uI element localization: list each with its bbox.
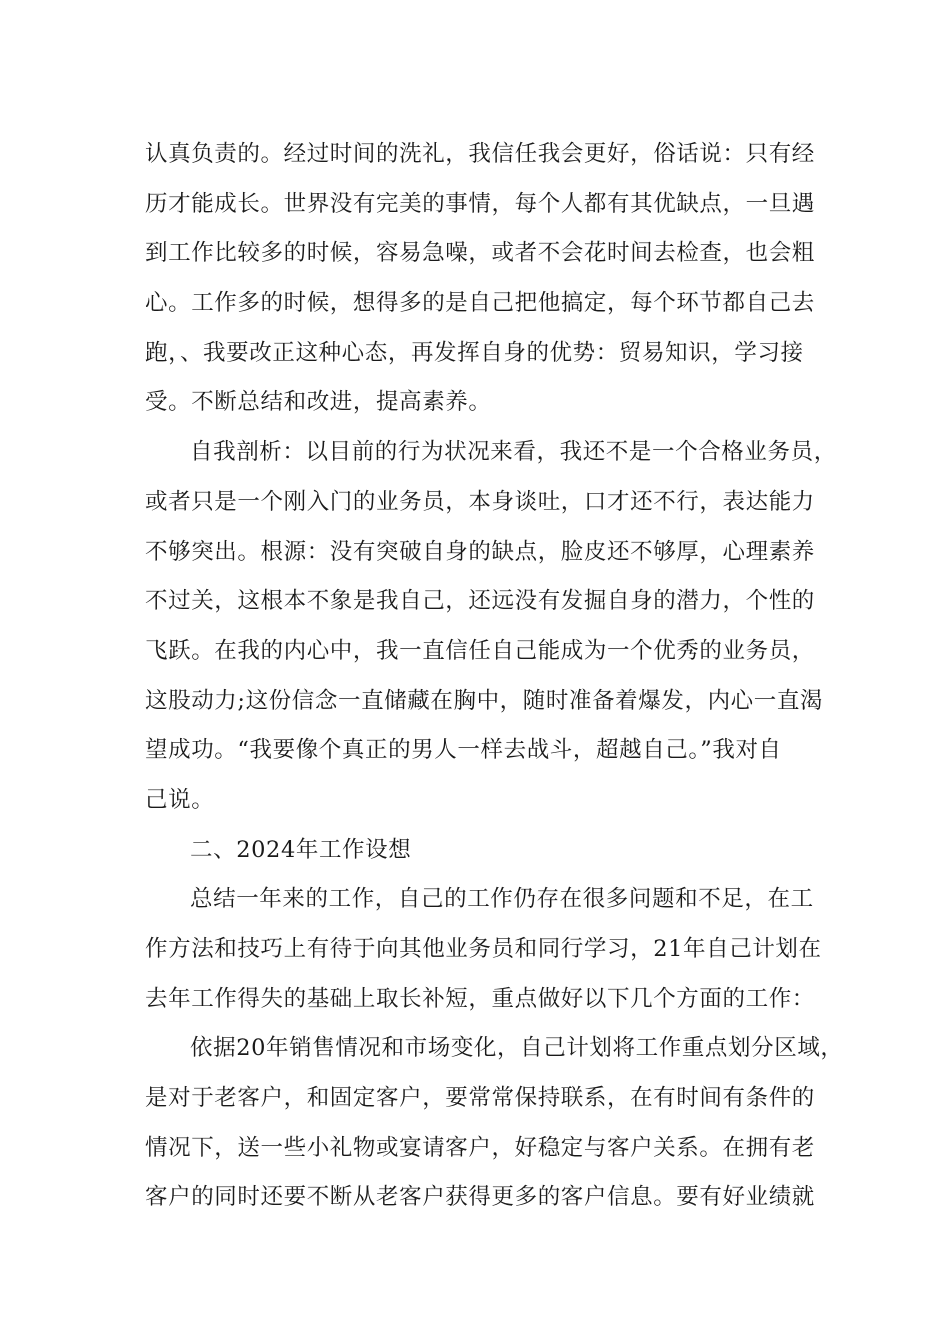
text-line: 望成功。“我要像个真正的男人一样去战斗，超越自己。”我对自 [145, 737, 782, 764]
text-line: 己说。 [145, 786, 215, 813]
text-line: 自我剖析：以目前的行为状况来看，我还不是一个合格业务员， [190, 439, 837, 466]
text-line: 总结一年来的工作，自己的工作仍存在很多问题和不足，在工 [190, 886, 814, 913]
text-line: 历才能成长。世界没有完美的事情，每个人都有其优缺点，一旦遇 [145, 190, 815, 217]
text-line: 客户的同时还要不断从老客户获得更多的客户信息。要有好业绩就 [145, 1184, 815, 1211]
text-line: 作方法和技巧上有待于向其他业务员和同行学习，21年自己计划在 [145, 936, 822, 962]
text-line: 这股动力;这份信念一直储藏在胸中，随时准备着爆发，内心一直渴 [145, 687, 824, 714]
text-line: 依据20年销售情况和市场变化，自己计划将工作重点划分区域， [190, 1035, 844, 1062]
text-line: 飞跃。在我的内心中，我一直信任自己能成为一个优秀的业务员， [145, 637, 815, 664]
text-line: 认真负责的。经过时间的洗礼，我信任我会更好，俗话说：只有经 [145, 141, 815, 167]
text-line: 到工作比较多的时候，容易急噪，或者不会花时间去检查，也会粗 [145, 240, 815, 267]
text-line: 或者只是一个刚入门的业务员，本身谈吐，口才还不行，表达能力 [145, 488, 815, 515]
text-line: 是对于老客户，和固定客户，要常常保持联系，在有时间有条件的 [145, 1085, 815, 1112]
document-body [145, 130, 844, 1223]
text-line: 不过关，这根本不象是我自己，还远没有发掘自身的潜力，个性的 [145, 588, 815, 615]
text-line: 不够突出。根源：没有突破自身的缺点，脸皮还不够厚，心理素养 [145, 538, 815, 565]
section-heading: 二、2024年工作设想 [190, 836, 412, 863]
text-line: 跑，、我要改正这种心态，再发挥自身的优势：贸易知识，学习接 [145, 339, 804, 366]
text-line: 受。不断总结和改进，提高素养。 [145, 389, 492, 416]
text-line: 去年工作得失的基础上取长补短，重点做好以下几个方面的工作： [145, 985, 815, 1012]
text-line: 情况下，送一些小礼物或宴请客户，好稳定与客户关系。在拥有老 [145, 1134, 815, 1161]
text-line: 心。工作多的时候，想得多的是自己把他搞定，每个环节都自己去 [145, 290, 815, 317]
